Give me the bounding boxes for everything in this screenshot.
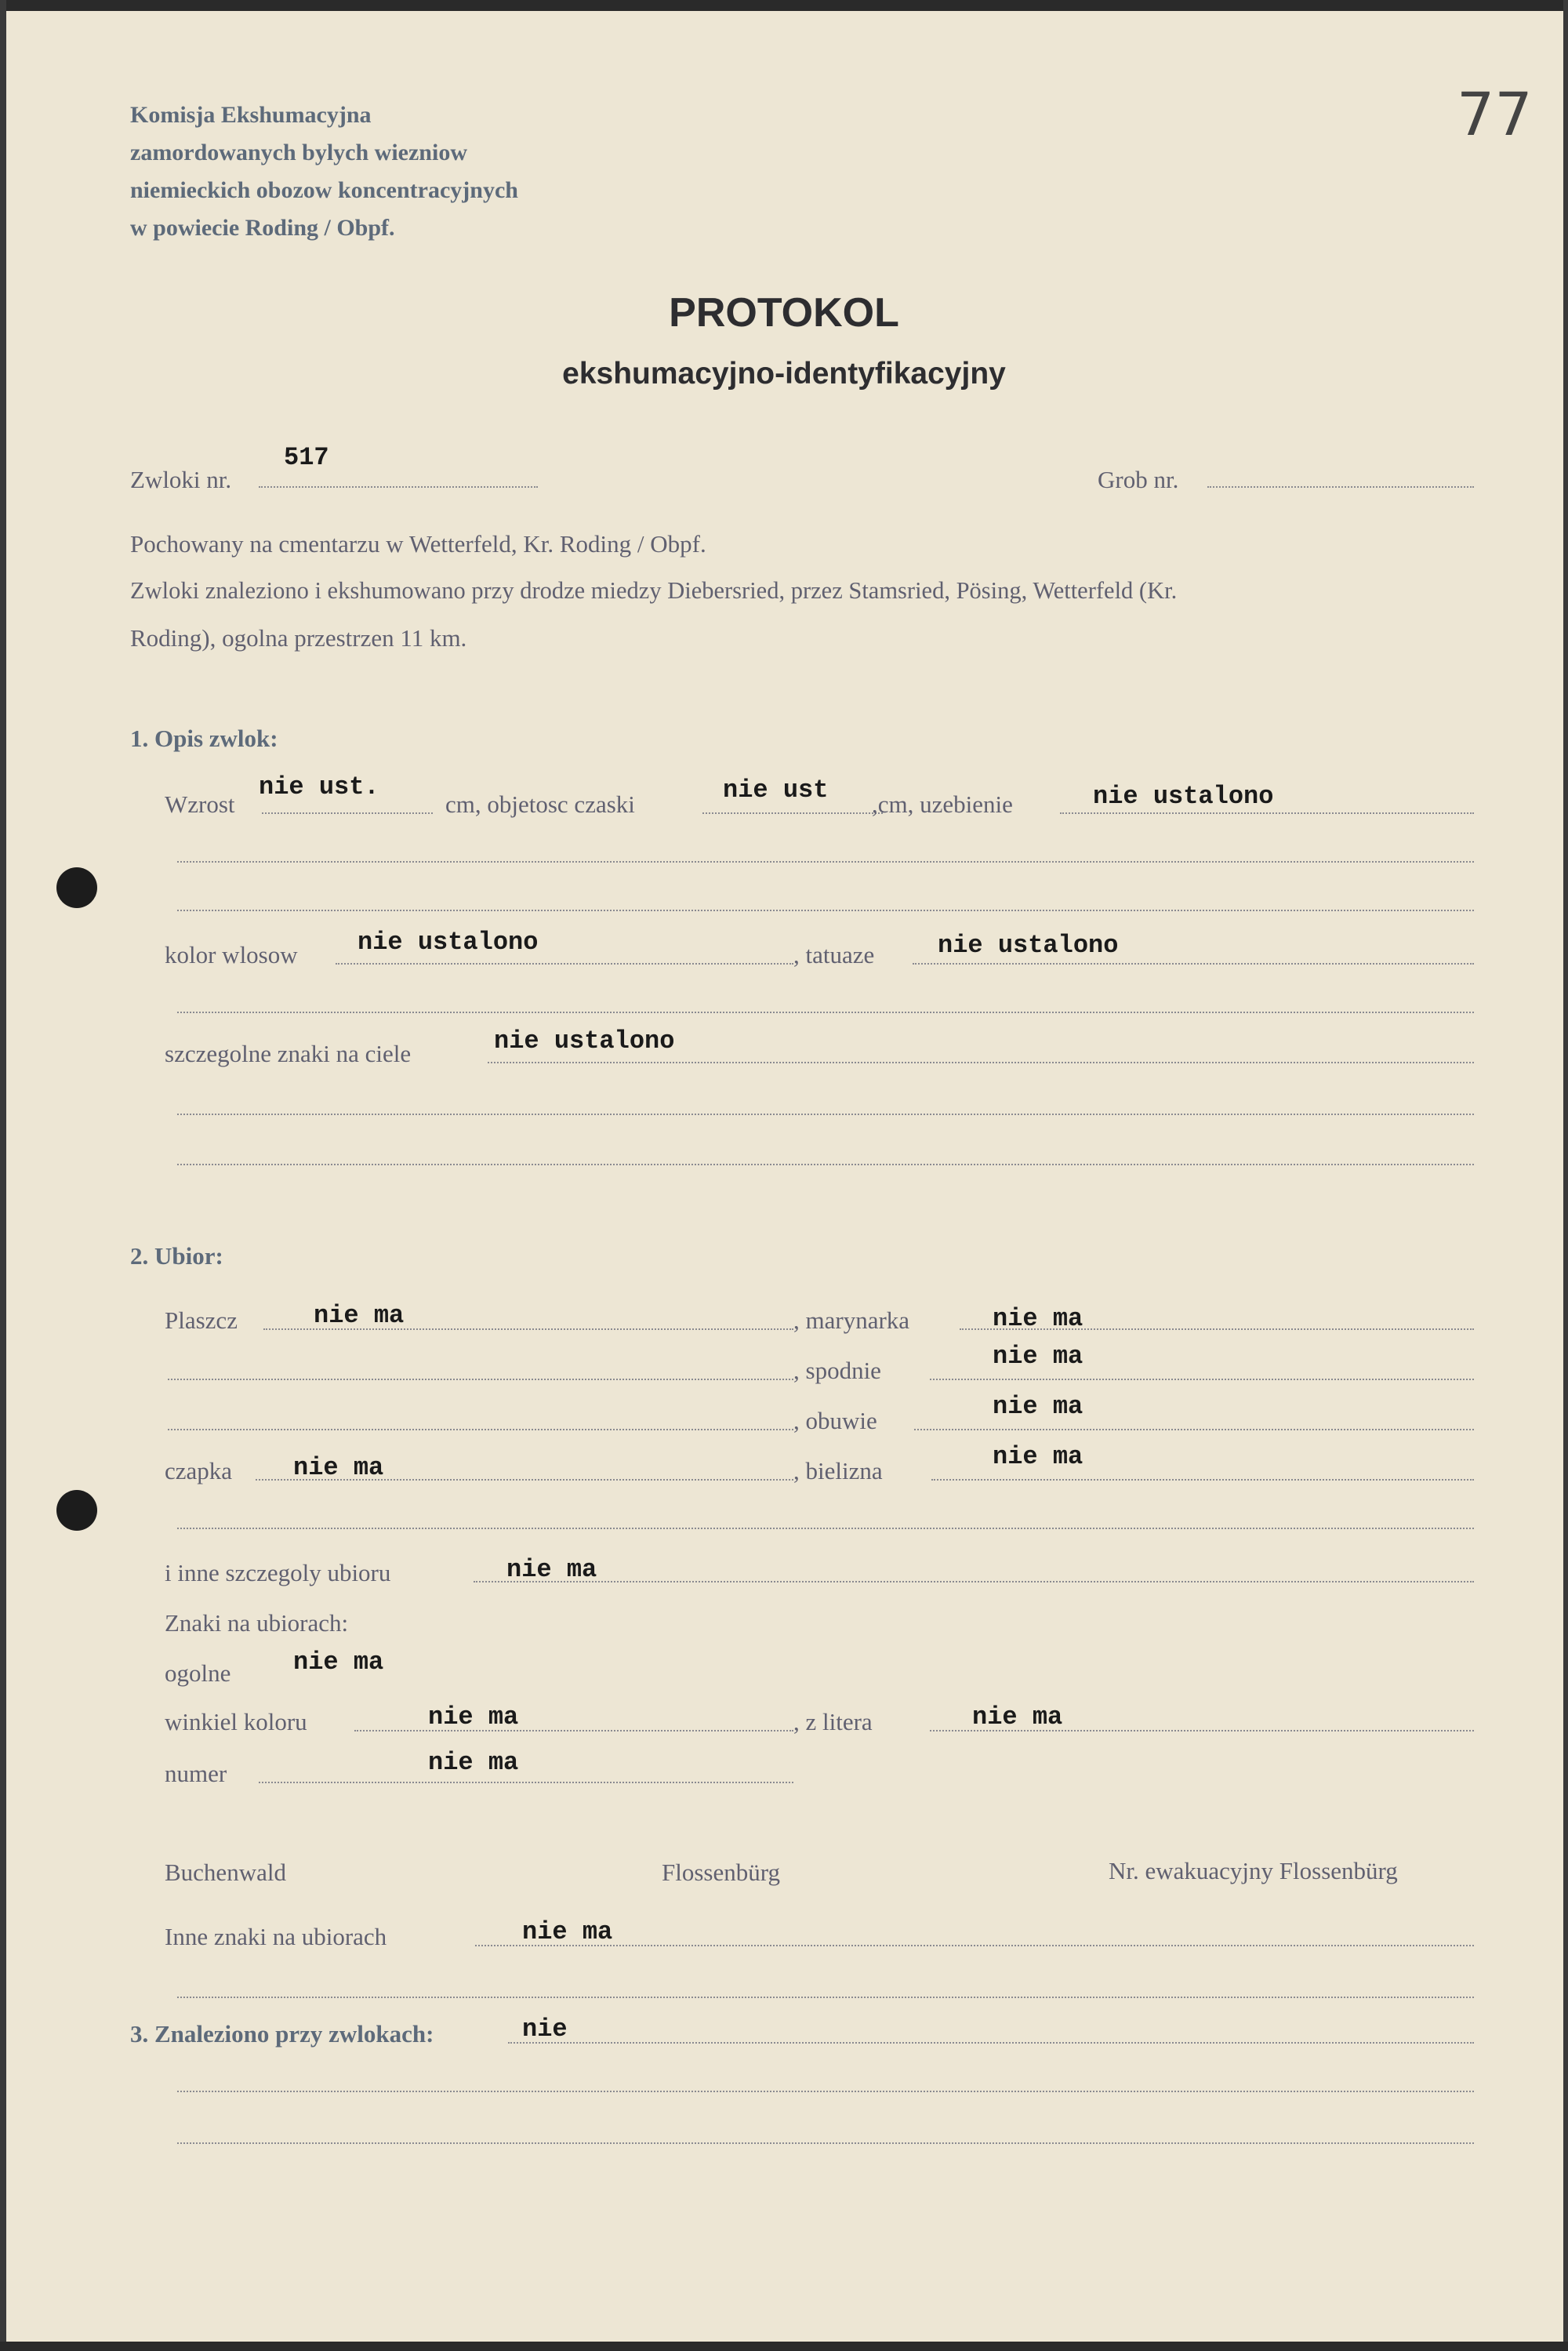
wzrost-label: Wzrost <box>165 790 235 818</box>
opis-blank-line-4 <box>177 1114 1474 1115</box>
page-number: 77 <box>1457 79 1533 149</box>
uzebienie-line <box>1060 812 1474 814</box>
inne-szczegoly-value: nie ma <box>506 1555 597 1584</box>
numer-value: nie ma <box>428 1748 519 1777</box>
tatuaze-value: nie ustalono <box>938 931 1119 960</box>
plaszcz-value: nie ma <box>314 1301 405 1330</box>
z-litera-label: , z litera <box>793 1708 873 1735</box>
zwloki-value: 517 <box>284 443 329 472</box>
znaki-na-ciele-value: nie ustalono <box>494 1027 675 1056</box>
winkiel-koloru-label: winkiel koloru <box>165 1708 307 1735</box>
zwloki-label: Zwloki nr. <box>130 466 232 493</box>
winkiel-koloru-line <box>354 1730 793 1731</box>
punch-hole-top <box>56 867 97 908</box>
obuwie-line <box>914 1429 1474 1430</box>
spodnie-value: nie ma <box>993 1342 1083 1371</box>
czapka-value: nie ma <box>293 1453 384 1482</box>
znaleziono-value: nie <box>522 2015 568 2044</box>
znaki-na-ubiorach-heading: Znaki na ubiorach: <box>165 1609 349 1637</box>
inne-szczegoly-label: i inne szczegoly ubioru <box>165 1559 391 1586</box>
zwloki-line <box>259 486 538 488</box>
znaki-na-ciele-line <box>488 1062 1474 1063</box>
opis-blank-line-3 <box>177 1012 1474 1013</box>
scan-edge-bottom <box>0 2342 1568 2351</box>
ubior-blank-line-3 <box>177 1528 1474 1529</box>
ogolne-label: ogolne <box>165 1659 231 1687</box>
grob-label: Grob nr. <box>1098 466 1179 493</box>
opis-blank-line-1 <box>177 861 1474 863</box>
kolor-wlosow-line <box>336 963 793 965</box>
ubior-blank-line-1 <box>168 1379 793 1380</box>
pochowany-text: Pochowany na cmentarzu w Wetterfeld, Kr. Roding / Obpf. <box>130 530 706 558</box>
winkiel-koloru-value: nie ma <box>428 1702 519 1731</box>
obuwie-value: nie ma <box>993 1392 1083 1421</box>
bielizna-line <box>931 1479 1474 1481</box>
scan-edge-top <box>0 0 1568 11</box>
opis-blank-line-5 <box>177 1164 1474 1165</box>
obuwie-label: , obuwie <box>793 1407 877 1434</box>
ubior-blank-line-2 <box>168 1429 793 1430</box>
wzrost-value: nie ust. <box>259 772 379 801</box>
inne-znaki-label: Inne znaki na ubiorach <box>165 1923 387 1950</box>
znaleziono-text-2: Roding), ogolna przestrzen 11 km. <box>130 624 467 652</box>
marynarka-label: , marynarka <box>793 1306 910 1334</box>
cm-uzebienie-label: ,cm, uzebienie <box>872 790 1013 818</box>
inne-szczegoly-line <box>474 1581 1474 1582</box>
spodnie-line <box>930 1379 1474 1380</box>
znaleziono-blank-line-2 <box>177 2142 1474 2144</box>
plaszcz-label: Plaszcz <box>165 1306 238 1334</box>
cm-objetosc-label: cm, objetosc czaski <box>445 790 635 818</box>
grob-line <box>1207 486 1474 488</box>
section-opis-heading: 1. Opis zwlok: <box>130 725 278 752</box>
czaszka-value: nie ust <box>723 776 829 805</box>
tatuaze-label: , tatuaze <box>793 941 875 968</box>
header-line-3: niemieckich obozow koncentracyjnych <box>130 177 518 203</box>
znaleziono-blank-line-1 <box>177 2091 1474 2092</box>
flossenburg-label: Flossenbürg <box>662 1859 781 1886</box>
czaszka-line <box>702 812 883 814</box>
uzebienie-value: nie ustalono <box>1093 782 1274 811</box>
header-line-4: w powiecie Roding / Obpf. <box>130 215 395 241</box>
section-znaleziono-heading: 3. Znaleziono przy zwlokach: <box>130 2020 434 2048</box>
punch-hole-bottom <box>56 1490 97 1531</box>
header-line-2: zamordowanych bylych wiezniow <box>130 140 467 165</box>
section-ubior-heading: 2. Ubior: <box>130 1242 223 1270</box>
opis-blank-line-2 <box>177 910 1474 911</box>
inne-znaki-line <box>475 1945 1474 1946</box>
znaki-na-ciele-label: szczegolne znaki na ciele <box>165 1040 412 1067</box>
numer-label: numer <box>165 1760 227 1787</box>
header-line-1: Komisja Ekshumacyjna <box>130 102 372 128</box>
kolor-wlosow-label: kolor wlosow <box>165 941 298 968</box>
znaleziono-text-1: Zwloki znaleziono i ekshumowano przy drodze miedzy Diebersried, przez Stamsried, Pösing, Wetterfeld (Kr. <box>130 577 1178 604</box>
spodnie-label: , spodnie <box>793 1357 881 1384</box>
znaleziono-line <box>508 2042 1474 2044</box>
buchenwald-label: Buchenwald <box>165 1859 286 1886</box>
z-litera-value: nie ma <box>972 1702 1063 1731</box>
scan-edge-right <box>1563 0 1568 2351</box>
ubior-blank-line-4 <box>177 1997 1474 1998</box>
czapka-label: czapka <box>165 1457 233 1484</box>
scan-edge-left <box>0 0 6 2351</box>
numer-line <box>259 1782 793 1783</box>
inne-znaki-value: nie ma <box>522 1917 613 1946</box>
bielizna-label: , bielizna <box>793 1457 883 1484</box>
wzrost-line <box>262 812 433 814</box>
bielizna-value: nie ma <box>993 1442 1083 1471</box>
marynarka-value: nie ma <box>993 1304 1083 1333</box>
nr-ewakuacyjny-label: Nr. ewakuacyjny Flossenbürg <box>1109 1857 1398 1884</box>
ogolne-value: nie ma <box>293 1648 384 1677</box>
kolor-wlosow-value: nie ustalono <box>358 928 539 957</box>
document-subtitle: ekshumacyjno-identyfikacyjny <box>562 357 1006 391</box>
document-title: PROTOKOL <box>669 290 899 336</box>
tatuaze-line <box>913 963 1474 965</box>
